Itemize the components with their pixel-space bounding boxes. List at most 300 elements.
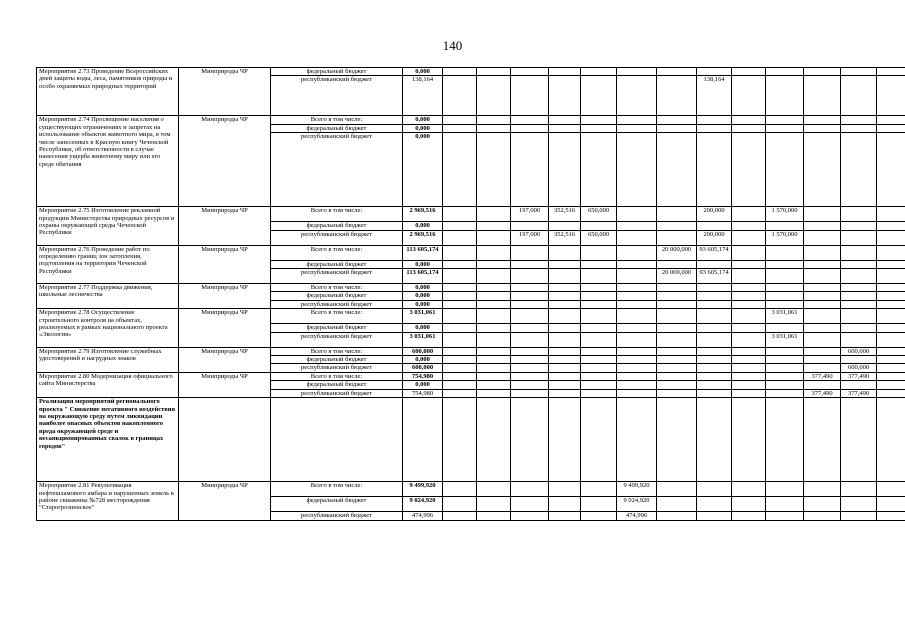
- empty-cell: [477, 124, 511, 132]
- table-row: [37, 372, 905, 380]
- cell-value: 1 570,000: [766, 230, 804, 245]
- empty-cell: [617, 389, 657, 397]
- empty-cell: [877, 76, 905, 116]
- empty-cell: [443, 245, 477, 260]
- empty-cell: [549, 292, 581, 300]
- cell-total: 0,000: [403, 324, 443, 332]
- empty-cell: [877, 260, 905, 268]
- cell-value: 197,000: [511, 230, 549, 245]
- empty-cell: [617, 222, 657, 230]
- source-label: федеральный бюджет: [271, 324, 403, 332]
- empty-cell: [804, 68, 841, 76]
- empty-cell: [617, 207, 657, 222]
- cell-total: 2 969,516: [403, 230, 443, 245]
- empty-cell: [841, 292, 877, 300]
- empty-cell: [617, 269, 657, 284]
- empty-cell: [766, 381, 804, 389]
- empty-cell: [477, 245, 511, 260]
- activity-name: Мероприятие 2.76 Проведение работ по определению границ зон затопления, подтопления на территории Чеченской Республики: [37, 245, 179, 283]
- empty-cell: [732, 389, 766, 397]
- source-label: республиканский бюджет: [271, 300, 403, 308]
- cell-total: 0,000: [403, 356, 443, 364]
- empty-cell: [581, 324, 617, 332]
- empty-cell: [511, 260, 549, 268]
- empty-cell: [443, 207, 477, 222]
- empty-cell: [732, 133, 766, 207]
- empty-cell: [766, 260, 804, 268]
- empty-cell: [697, 512, 732, 520]
- empty-cell: [477, 356, 511, 364]
- empty-cell: [877, 356, 905, 364]
- empty-cell: [443, 381, 477, 389]
- empty-cell: [766, 364, 804, 372]
- cell-value: 9 024,920: [617, 497, 657, 512]
- table-row: [37, 482, 905, 497]
- empty-cell: [732, 260, 766, 268]
- empty-cell: [581, 68, 617, 76]
- empty-cell: [804, 116, 841, 124]
- empty-cell: [877, 372, 905, 380]
- empty-cell: [617, 68, 657, 76]
- empty-cell: [697, 300, 732, 308]
- empty-cell: [697, 364, 732, 372]
- empty-cell: [657, 398, 697, 482]
- empty-cell: [657, 389, 697, 397]
- empty-cell: [804, 347, 841, 355]
- empty-cell: [581, 372, 617, 380]
- empty-cell: [877, 482, 905, 497]
- cell-total: 0,000: [403, 68, 443, 76]
- table-row: [37, 284, 905, 292]
- source-label: Всего в том числе:: [271, 347, 403, 355]
- cell-value: 3 031,061: [766, 309, 804, 324]
- cell-total: 0,000: [403, 260, 443, 268]
- empty-cell: [841, 245, 877, 260]
- empty-cell: [657, 222, 697, 230]
- empty-cell: [511, 364, 549, 372]
- empty-cell: [511, 332, 549, 347]
- empty-cell: [581, 482, 617, 497]
- source-label: федеральный бюджет: [271, 222, 403, 230]
- empty-cell: [549, 381, 581, 389]
- empty-cell: [511, 222, 549, 230]
- empty-cell: [443, 364, 477, 372]
- empty-cell: [581, 347, 617, 355]
- empty-cell: [877, 124, 905, 132]
- empty-cell: [549, 245, 581, 260]
- activity-name: Мероприятие 2.73 Проведение Всероссийских дней защиты воды, леса, памятников природы и особо охраняемых природных территорий: [37, 68, 179, 116]
- executor: Минприроды ЧР: [179, 309, 271, 347]
- executor: Минприроды ЧР: [179, 284, 271, 309]
- empty-cell: [804, 324, 841, 332]
- empty-cell: [271, 398, 403, 482]
- empty-cell: [732, 284, 766, 292]
- empty-cell: [732, 364, 766, 372]
- empty-cell: [511, 309, 549, 324]
- empty-cell: [617, 356, 657, 364]
- cell-value: 377,490: [841, 372, 877, 380]
- empty-cell: [804, 133, 841, 207]
- empty-cell: [443, 300, 477, 308]
- empty-cell: [804, 230, 841, 245]
- empty-cell: [766, 245, 804, 260]
- empty-cell: [732, 230, 766, 245]
- empty-cell: [766, 269, 804, 284]
- empty-cell: [841, 381, 877, 389]
- empty-cell: [581, 398, 617, 482]
- empty-cell: [443, 347, 477, 355]
- empty-cell: [804, 332, 841, 347]
- empty-cell: [877, 381, 905, 389]
- empty-cell: [877, 324, 905, 332]
- empty-cell: [841, 512, 877, 520]
- empty-cell: [477, 284, 511, 292]
- cell-value: 352,516: [549, 207, 581, 222]
- empty-cell: [697, 332, 732, 347]
- empty-cell: [804, 497, 841, 512]
- empty-cell: [477, 364, 511, 372]
- executor: Минприроды ЧР: [179, 68, 271, 116]
- empty-cell: [732, 324, 766, 332]
- empty-cell: [581, 292, 617, 300]
- empty-cell: [477, 222, 511, 230]
- empty-cell: [877, 116, 905, 124]
- cell-total: 113 605,174: [403, 245, 443, 260]
- empty-cell: [443, 398, 477, 482]
- empty-cell: [841, 269, 877, 284]
- empty-cell: [443, 116, 477, 124]
- empty-cell: [477, 347, 511, 355]
- source-label: республиканский бюджет: [271, 269, 403, 284]
- empty-cell: [617, 347, 657, 355]
- empty-cell: [581, 356, 617, 364]
- source-label: Всего в том числе:: [271, 116, 403, 124]
- empty-cell: [443, 124, 477, 132]
- empty-cell: [549, 482, 581, 497]
- empty-cell: [804, 124, 841, 132]
- empty-cell: [841, 222, 877, 230]
- executor: Минприроды ЧР: [179, 116, 271, 207]
- cell-value: 600,000: [841, 364, 877, 372]
- empty-cell: [657, 230, 697, 245]
- cell-total: 113 605,174: [403, 269, 443, 284]
- empty-cell: [477, 260, 511, 268]
- table-row: [37, 68, 905, 76]
- empty-cell: [617, 116, 657, 124]
- cell-total: 9 024,920: [403, 497, 443, 512]
- empty-cell: [804, 269, 841, 284]
- cell-value: 197,000: [511, 207, 549, 222]
- empty-cell: [477, 230, 511, 245]
- source-label: федеральный бюджет: [271, 260, 403, 268]
- cell-total: 2 969,516: [403, 207, 443, 222]
- cell-total: 0,000: [403, 381, 443, 389]
- cell-value: 352,516: [549, 230, 581, 245]
- activity-name: Мероприятие 2.77 Поддержка движения, школьные лесничества: [37, 284, 179, 309]
- empty-cell: [477, 309, 511, 324]
- empty-cell: [511, 372, 549, 380]
- empty-cell: [804, 309, 841, 324]
- empty-cell: [477, 389, 511, 397]
- empty-cell: [581, 300, 617, 308]
- empty-cell: [511, 76, 549, 116]
- executor: Минприроды ЧР: [179, 347, 271, 372]
- empty-cell: [877, 364, 905, 372]
- empty-cell: [511, 324, 549, 332]
- activity-name: Мероприятие 2.74 Просвещение населения о существующих ограничениях и запретах на использование объектов животного мира, в том числе занесенных в Красную книгу Чеченской Республики, об ответственности в случае нанесения ущерба животному миру или его среде обитания: [37, 116, 179, 207]
- empty-cell: [549, 364, 581, 372]
- cell-total: 0,000: [403, 284, 443, 292]
- empty-cell: [877, 398, 905, 482]
- empty-cell: [443, 389, 477, 397]
- empty-cell: [581, 222, 617, 230]
- empty-cell: [766, 356, 804, 364]
- cell-value: 377,490: [804, 389, 841, 397]
- empty-cell: [732, 512, 766, 520]
- empty-cell: [477, 398, 511, 482]
- cell-value: 138,164: [697, 76, 732, 116]
- empty-cell: [697, 222, 732, 230]
- empty-cell: [841, 398, 877, 482]
- empty-cell: [617, 300, 657, 308]
- empty-cell: [877, 300, 905, 308]
- project-title: Реализация мероприятий регионального проекта " Снижение негативного воздействия на окружающую среду путем ликвидации наиболее опасных объектов накопленного вреда окружающей среде и несанкционированных свалок в границах городов": [37, 398, 179, 482]
- table-row: [37, 245, 905, 260]
- empty-cell: [511, 124, 549, 132]
- empty-cell: [443, 269, 477, 284]
- empty-cell: [877, 133, 905, 207]
- empty-cell: [443, 512, 477, 520]
- empty-cell: [766, 372, 804, 380]
- activity-name: Мероприятие 2.81 Рекультивация нефтешламового амбара и нарушенных земель в районе скважины №728 месторождения "Старогрозненское": [37, 482, 179, 520]
- empty-cell: [617, 245, 657, 260]
- empty-cell: [841, 482, 877, 497]
- cell-value: 3 031,061: [766, 332, 804, 347]
- empty-cell: [617, 260, 657, 268]
- empty-cell: [511, 68, 549, 76]
- empty-cell: [549, 398, 581, 482]
- cell-total: 0,000: [403, 222, 443, 230]
- empty-cell: [511, 389, 549, 397]
- empty-cell: [443, 292, 477, 300]
- empty-cell: [766, 116, 804, 124]
- activity-name: Мероприятие 2.78 Осуществление строительного контроля на объектах, реализуемых в рамках национального проекта «Экология»: [37, 309, 179, 347]
- empty-cell: [657, 512, 697, 520]
- empty-cell: [443, 222, 477, 230]
- empty-cell: [617, 124, 657, 132]
- empty-cell: [581, 389, 617, 397]
- cell-value: 474,996: [617, 512, 657, 520]
- empty-cell: [732, 76, 766, 116]
- empty-cell: [732, 116, 766, 124]
- cell-value: 9 499,920: [617, 482, 657, 497]
- cell-total: 0,000: [403, 133, 443, 207]
- source-label: федеральный бюджет: [271, 356, 403, 364]
- cell-value: 600,000: [841, 347, 877, 355]
- empty-cell: [443, 309, 477, 324]
- executor: Минприроды ЧР: [179, 245, 271, 283]
- empty-cell: [877, 347, 905, 355]
- empty-cell: [766, 300, 804, 308]
- cell-value: 377,490: [804, 372, 841, 380]
- activity-name: Мероприятие 2.75 Изготовление рекламной продукции Министерства природных ресурсов и охраны окружающей среды Чеченской Республики: [37, 207, 179, 245]
- empty-cell: [617, 372, 657, 380]
- cell-total: 9 499,920: [403, 482, 443, 497]
- empty-cell: [732, 292, 766, 300]
- empty-cell: [804, 245, 841, 260]
- empty-cell: [697, 482, 732, 497]
- empty-cell: [732, 68, 766, 76]
- cell-total: 0,000: [403, 116, 443, 124]
- empty-cell: [549, 260, 581, 268]
- empty-cell: [657, 300, 697, 308]
- empty-cell: [732, 269, 766, 284]
- empty-cell: [511, 398, 549, 482]
- empty-cell: [732, 372, 766, 380]
- empty-cell: [766, 347, 804, 355]
- empty-cell: [657, 347, 697, 355]
- empty-cell: [841, 332, 877, 347]
- empty-cell: [657, 284, 697, 292]
- table-row: [37, 309, 905, 324]
- empty-cell: [804, 222, 841, 230]
- empty-cell: [804, 381, 841, 389]
- empty-cell: [549, 300, 581, 308]
- empty-cell: [697, 497, 732, 512]
- empty-cell: [841, 309, 877, 324]
- empty-cell: [697, 398, 732, 482]
- empty-cell: [477, 68, 511, 76]
- source-label: республиканский бюджет: [271, 389, 403, 397]
- source-label: республиканский бюджет: [271, 512, 403, 520]
- page-number: 140: [442, 38, 463, 53]
- empty-cell: [766, 124, 804, 132]
- empty-cell: [549, 116, 581, 124]
- empty-cell: [697, 347, 732, 355]
- empty-cell: [841, 356, 877, 364]
- source-label: федеральный бюджет: [271, 381, 403, 389]
- empty-cell: [732, 222, 766, 230]
- source-label: федеральный бюджет: [271, 124, 403, 132]
- empty-cell: [697, 124, 732, 132]
- empty-cell: [549, 512, 581, 520]
- source-label: федеральный бюджет: [271, 497, 403, 512]
- empty-cell: [403, 398, 443, 482]
- empty-cell: [732, 497, 766, 512]
- cell-value: 1 570,000: [766, 207, 804, 222]
- empty-cell: [443, 482, 477, 497]
- empty-cell: [443, 76, 477, 116]
- empty-cell: [766, 482, 804, 497]
- empty-cell: [511, 497, 549, 512]
- empty-cell: [511, 512, 549, 520]
- empty-cell: [877, 284, 905, 292]
- empty-cell: [581, 309, 617, 324]
- empty-cell: [732, 332, 766, 347]
- empty-cell: [549, 68, 581, 76]
- source-label: республиканский бюджет: [271, 133, 403, 207]
- empty-cell: [804, 284, 841, 292]
- empty-cell: [657, 497, 697, 512]
- empty-cell: [549, 269, 581, 284]
- empty-cell: [841, 260, 877, 268]
- empty-cell: [841, 300, 877, 308]
- empty-cell: [697, 116, 732, 124]
- empty-cell: [617, 381, 657, 389]
- empty-cell: [732, 482, 766, 497]
- empty-cell: [443, 356, 477, 364]
- empty-cell: [657, 482, 697, 497]
- empty-cell: [549, 389, 581, 397]
- empty-cell: [477, 269, 511, 284]
- empty-cell: [697, 389, 732, 397]
- empty-cell: [841, 76, 877, 116]
- source-label: федеральный бюджет: [271, 292, 403, 300]
- empty-cell: [804, 398, 841, 482]
- empty-cell: [697, 356, 732, 364]
- empty-cell: [697, 260, 732, 268]
- empty-cell: [732, 381, 766, 389]
- empty-cell: [443, 497, 477, 512]
- empty-cell: [511, 482, 549, 497]
- empty-cell: [657, 356, 697, 364]
- empty-cell: [511, 381, 549, 389]
- empty-cell: [549, 347, 581, 355]
- empty-cell: [732, 309, 766, 324]
- empty-cell: [581, 76, 617, 116]
- empty-cell: [549, 133, 581, 207]
- empty-cell: [841, 324, 877, 332]
- cell-value: 20 000,000: [657, 269, 697, 284]
- empty-cell: [657, 76, 697, 116]
- empty-cell: [697, 68, 732, 76]
- empty-cell: [657, 324, 697, 332]
- empty-cell: [549, 324, 581, 332]
- empty-cell: [511, 356, 549, 364]
- empty-cell: [511, 269, 549, 284]
- empty-cell: [477, 497, 511, 512]
- table-row: [37, 398, 905, 482]
- empty-cell: [511, 245, 549, 260]
- empty-cell: [657, 207, 697, 222]
- empty-cell: [477, 332, 511, 347]
- empty-cell: [732, 245, 766, 260]
- empty-cell: [581, 260, 617, 268]
- empty-cell: [657, 68, 697, 76]
- empty-cell: [581, 116, 617, 124]
- empty-cell: [617, 324, 657, 332]
- empty-cell: [549, 497, 581, 512]
- empty-cell: [477, 76, 511, 116]
- table-row: [37, 347, 905, 355]
- cell-total: 754,980: [403, 372, 443, 380]
- source-label: Всего в том числе:: [271, 372, 403, 380]
- empty-cell: [804, 364, 841, 372]
- executor: Минприроды ЧР: [179, 372, 271, 397]
- empty-cell: [549, 76, 581, 116]
- empty-cell: [179, 398, 271, 482]
- empty-cell: [443, 324, 477, 332]
- empty-cell: [657, 309, 697, 324]
- cell-value: 93 605,174: [697, 269, 732, 284]
- empty-cell: [697, 309, 732, 324]
- activity-name: Мероприятие 2.79 Изготовление служебных удостоверений и нагрудных знаков: [37, 347, 179, 372]
- cell-total: 3 031,061: [403, 332, 443, 347]
- empty-cell: [617, 133, 657, 207]
- empty-cell: [877, 230, 905, 245]
- cell-value: 20 000,000: [657, 245, 697, 260]
- empty-cell: [477, 116, 511, 124]
